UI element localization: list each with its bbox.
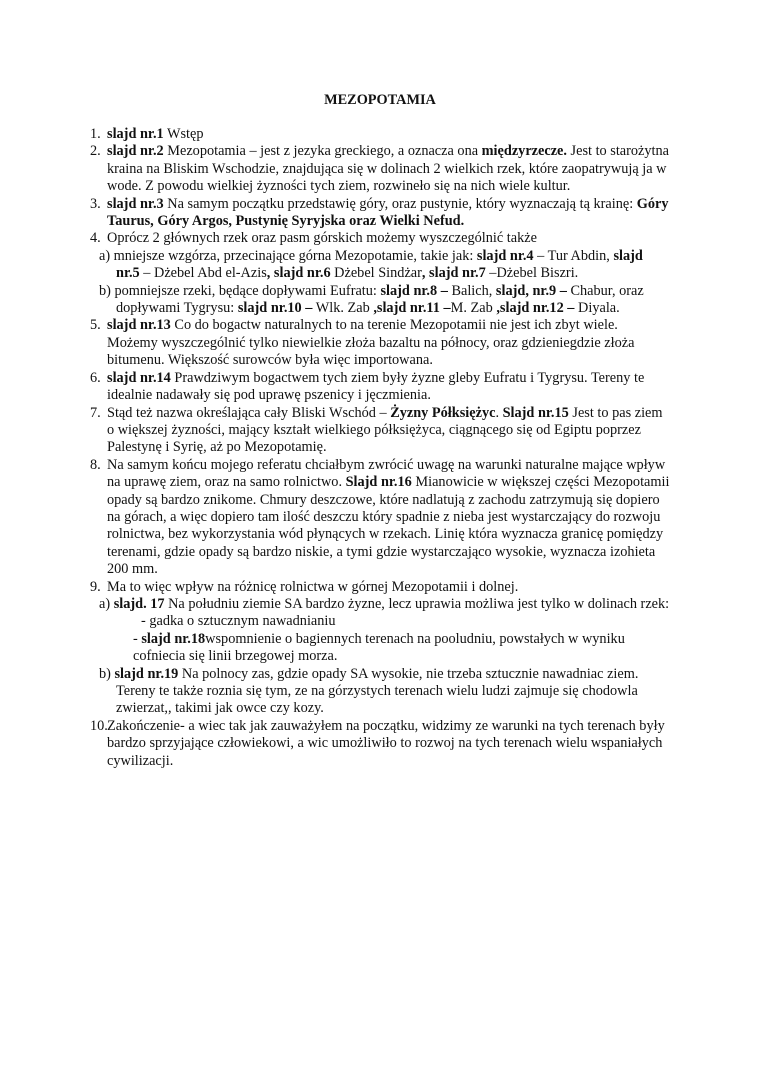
list-item-number: 2. xyxy=(90,143,101,160)
numbered-list xyxy=(90,126,670,770)
list-item xyxy=(90,230,670,247)
text-run: Na samym końcu mojego referatu chciałbym zwrócić uwagę na warunki naturalne mające wpływ na uprawę ziem, oraz na samo rolnictwo. xyxy=(107,456,666,491)
text-run: – Dżebel Abd el-Azis xyxy=(139,265,267,282)
list-item xyxy=(90,370,670,405)
list-item-number: 5. xyxy=(90,317,101,334)
text-run: Na południu ziemie SA bardzo żyzne, lecz uprawia możliwa jest tylko w dolinach rzek: xyxy=(164,595,670,612)
bold-text-run: slajd. 17 xyxy=(113,595,165,612)
text-run: Na polnocy zas, gdzie opady SA wysokie, nie trzeba sztucznie nawadniac ziem. Tereny te także roznia się tym, ze na górzystych terenach wielu ludzi zajmuje się chodowla zwierzat,, takimi jak owce czy kozy. xyxy=(116,665,639,717)
text-run: Mianowicie w większej części Mezopotamii opady są bardzo znikome. Chmury deszczowe, które nadlatują z zachodu zatrzymują się dopiero na górach, a więc dopiero tam ilość deszczu który spadnie z nieba jest wystarczający do rozwoju rolnictwa, bez wykorzystania wód płynących w rzekach. Linię która wyznacza granicę pomiędzy terenami, gdzie opady są bardzo niskie, a tymi gdzie wystarczająco wysokie, wyznacza izohieta 200 mm. xyxy=(107,474,670,578)
text-run: Chabur, oraz dopływami Tygrysu: xyxy=(116,282,644,317)
text-run: . xyxy=(495,404,503,421)
bold-text-run: , slajd nr.7 xyxy=(421,265,486,282)
bold-text-run: slajd nr.1 xyxy=(107,126,164,142)
list-item xyxy=(90,196,670,231)
list-item xyxy=(90,457,670,579)
bold-text-run: ,slajd nr.12 – xyxy=(496,300,575,317)
text-run: Balich, xyxy=(447,282,496,299)
list-item xyxy=(90,579,670,596)
bold-text-run: slajd nr.3 xyxy=(107,195,164,212)
list-item-text xyxy=(107,126,204,142)
dash-item xyxy=(90,631,670,666)
bold-text-run: międzyrzecze. xyxy=(481,143,567,160)
list-item-number: 6. xyxy=(90,369,101,386)
text-run: Zakończenie- a wiec tak jak zauważyłem na początku, widzimy ze warunki na tych terenach były bardzo sprzyjające człowiekowi, a wic umożliwiło to rozwoj na tych terenach wielu wspaniałych cywilizacji. xyxy=(107,717,665,769)
list-item-text xyxy=(107,405,663,456)
list-item-text xyxy=(107,370,644,403)
bold-text-run: slajd nr.19 xyxy=(114,665,179,682)
text-run: Jest to starożytna kraina na Bliskim Wschodzie, znajdująca się w dolinach 2 wielkich rzek, które zaopatrywują ja w wode. Z powodu wielkiej żyzności tych ziem, rozwineło się na nich wiele kultur. xyxy=(107,143,670,195)
text-run: Diyala. xyxy=(574,300,620,317)
list-item-text xyxy=(107,579,518,595)
list-item-text xyxy=(107,230,537,246)
bold-text-run: slajd nr.18 xyxy=(141,630,206,647)
list-item xyxy=(90,143,670,195)
page-title: MEZOPOTAMIA xyxy=(324,92,436,108)
text-run: Wlk. Zab xyxy=(312,300,374,317)
text-run: a) mniejsze wzgórza, przecinające górna Mezopotamie, takie jak: xyxy=(99,247,477,264)
list-item-text xyxy=(107,718,665,769)
sub-item xyxy=(90,666,670,718)
list-item-number: 10. xyxy=(90,717,108,734)
bold-text-run: Góry Taurus, Góry Argos, Pustynię Syryjska oraz Wielki Nefud. xyxy=(107,195,669,230)
list-item-number: 1. xyxy=(90,126,101,142)
list-item-text xyxy=(107,317,634,368)
text-run: Dżebel Sindżar xyxy=(330,265,422,282)
list-item-number: 8. xyxy=(90,456,101,473)
text-run: a) xyxy=(99,595,114,612)
bold-text-run: slajd nr.8 – xyxy=(380,282,448,299)
text-run: b) xyxy=(99,665,115,682)
list-item-text xyxy=(107,457,669,577)
text-run: - xyxy=(133,630,142,647)
list-item-number: 9. xyxy=(90,578,101,595)
text-run: wspomnienie o bagiennych terenach na pooludniu, powstałych w wyniku cofniecia się linii brzegowej morza. xyxy=(133,630,625,665)
bold-text-run: slajd nr.2 xyxy=(107,143,164,160)
dash-item xyxy=(90,613,670,630)
bold-text-run: slajd nr.10 – xyxy=(237,300,313,317)
bold-text-run: ,slajd nr.11 – xyxy=(373,300,451,317)
text-run: Prawdziwym bogactwem tych ziem były żyzne gleby Eufratu i Tygrysu. Tereny te idealnie nadawały się pod uprawę pszenicy i jęczmienia. xyxy=(107,369,645,404)
bold-text-run: slajd nr.4 xyxy=(476,247,534,264)
bold-text-run: slajd nr.13 xyxy=(107,317,171,334)
text-run: Co do bogactw naturalnych to na terenie Mezopotamii nie jest ich zbyt wiele. Możemy wyszczególnić tylko niewielkie złoża bazaltu na północy, oraz gdzieniegdzie złoża bitumenu. Większość surowców była więc importowana. xyxy=(107,317,635,369)
text-run: M. Zab xyxy=(450,300,497,317)
bold-text-run: Slajd nr.15 xyxy=(502,404,569,421)
text-run: –Dżebel Biszri. xyxy=(485,265,579,282)
list-item-number: 4. xyxy=(90,230,101,247)
bold-text-run: slajd nr.14 xyxy=(107,369,171,386)
sub-item xyxy=(90,596,670,613)
list-item-number: 3. xyxy=(90,195,101,212)
list-item xyxy=(90,405,670,457)
text-run: Ma to więc wpływ na różnicę rolnictwa w górnej Mezopotamii i dolnej. xyxy=(107,578,519,595)
list-item-text xyxy=(107,196,669,229)
bold-text-run: Slajd nr.16 xyxy=(345,474,412,491)
list-item xyxy=(90,317,670,369)
list-item xyxy=(90,718,670,770)
list-item xyxy=(90,126,670,143)
text-run: Mezopotamia – jest z jezyka greckiego, a oznacza ona xyxy=(163,143,482,160)
text-run: Jest to pas ziem o większej żyzności, mający kształt wielkiego półksiężyca, ciągnącego się od Egiptu poprzez Palestynę i Syrię, aż po Mezopotamię. xyxy=(107,404,663,456)
bold-text-run: slajd nr.5 xyxy=(116,247,643,282)
text-run: Oprócz 2 głównych rzek oraz pasm górskich możemy wyszczególnić także xyxy=(107,230,537,247)
list-item-text xyxy=(107,143,669,194)
bold-text-run: slajd, nr.9 – xyxy=(495,282,567,299)
text-run: b) pomniejsze rzeki, będące dopływami Eufratu: xyxy=(99,282,381,299)
text-run: – Tur Abdin, xyxy=(533,247,614,264)
text-run: Stąd też nazwa określająca cały Bliski Wschód – xyxy=(107,404,391,421)
text-run: Na samym początku przedstawię góry, oraz pustynie, który wyznaczają tą krainę: xyxy=(163,195,637,212)
bold-text-run: , slajd nr.6 xyxy=(266,265,331,282)
text-run: Wstęp xyxy=(163,126,204,142)
text-run: - gadka o sztucznym nawadnianiu xyxy=(141,613,336,630)
sub-item xyxy=(90,283,670,318)
list-item-number: 7. xyxy=(90,404,101,421)
bold-text-run: Żyzny Półksiężyc xyxy=(390,404,496,421)
sub-item xyxy=(90,248,670,283)
